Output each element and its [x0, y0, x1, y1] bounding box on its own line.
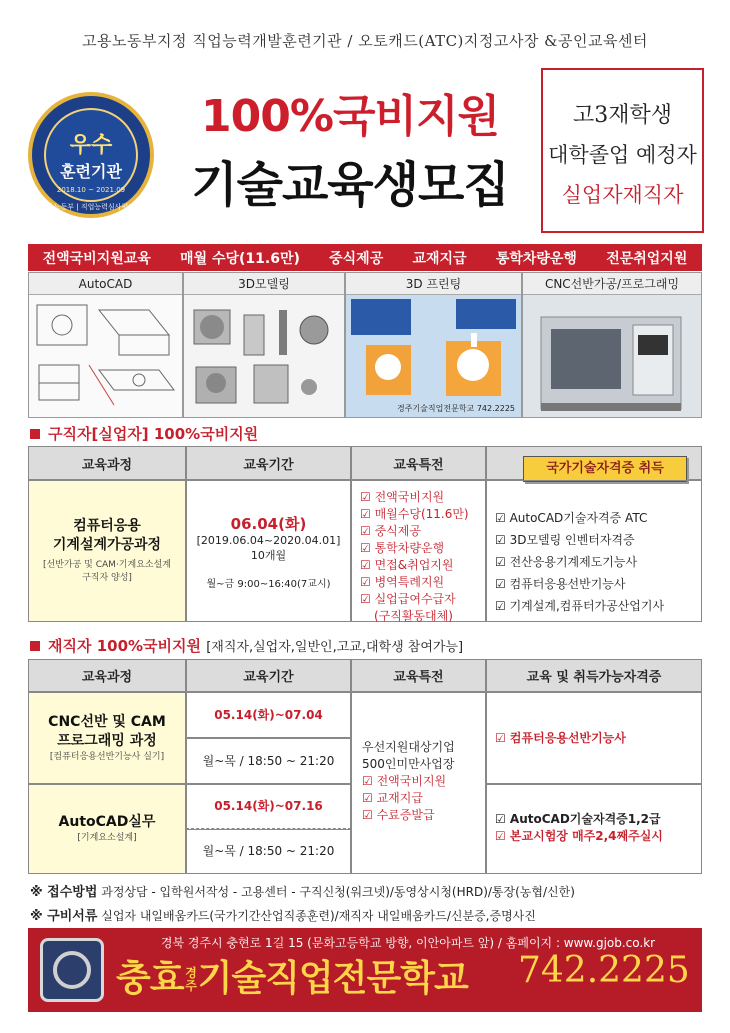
perk-item: ☑ 전액국비지원	[360, 490, 445, 504]
s2-course2-period: 05.14(화)~07.16	[186, 784, 351, 829]
s2-course2-sub: [기계요소설계]	[77, 833, 137, 843]
s1-period-cell	[186, 480, 351, 622]
image-caption: AutoCAD	[29, 273, 182, 295]
required-docs-text: 실업자 내일배움카드(국가기간산업직종훈련)/재직자 내일배움카드/신분증,증명사진	[101, 909, 536, 923]
perk-item: ☑ 전액국비지원	[362, 774, 447, 788]
badge-ring-text: 고용노동부 | 직업능력심사평가원	[40, 203, 142, 211]
top-line: 고용노동부지정 직업능력개발훈련기관 / 오토캐드(ATC)지정고사장 &공인교육센터	[82, 32, 648, 50]
benefit-item: 통학차량운행	[495, 250, 577, 267]
benefit-item: 중식제공	[329, 250, 384, 267]
badge-dates: 2018.10 ~ 2021.09	[56, 186, 126, 194]
s2-course1-name1: CNC선반 및 CAM	[48, 713, 166, 730]
target-line1: 고3재학생	[572, 103, 672, 128]
school-logo-icon	[40, 938, 104, 1002]
cert-item: ☑ 전산응용기계제도기능사	[495, 555, 638, 569]
perk-plain: 500인미만사업장	[362, 757, 455, 771]
headline-2: 기술교육생모집	[191, 157, 509, 213]
target-box	[541, 68, 704, 233]
perk-item: ☑ 면접&취업지원	[360, 558, 454, 572]
perk-plain: 우선지원대상기업	[362, 740, 455, 754]
footer-banner	[28, 928, 702, 1012]
s1-header-perks: 교육특전	[351, 446, 486, 480]
benefit-item: 매월 수당(11.6만)	[180, 250, 300, 267]
perk-item: ☑ 병역특례지원	[360, 575, 445, 589]
cert-item: ☑ 3D모델링 인벤터자격증	[495, 533, 635, 547]
s2-course1-period: 05.14(화)~07.04	[186, 692, 351, 738]
benefits-bar	[28, 244, 702, 271]
benefit-item: 전문취업지원	[606, 250, 688, 267]
school-name-b: 기술직업전문학교	[197, 958, 468, 999]
s2-course2-time: 월~목 / 18:50 ~ 21:20	[186, 829, 351, 874]
s2-course1-cell	[28, 692, 186, 784]
image-caption: 3D모델링	[184, 273, 344, 295]
perk-item: ☑ 매월수당(11.6만)	[360, 507, 469, 521]
award-badge	[28, 92, 154, 218]
printing-photo	[346, 295, 521, 417]
required-docs	[30, 905, 536, 924]
school-phone: 742.2225	[518, 950, 690, 991]
badge-line1: 우수	[69, 133, 113, 158]
s2-header-course: 교육과정	[28, 659, 186, 692]
square-bullet-icon	[30, 429, 40, 439]
s1-period-time: 월~금 9:00~16:40(7교시)	[206, 578, 331, 590]
perk-item: ☑ 실업급여수급자	[360, 592, 456, 606]
target-line3: 실업자재직자	[561, 183, 684, 207]
s1-period-range: [2019.06.04~2020.04.01]	[196, 533, 341, 547]
logo-ring-icon	[53, 951, 91, 989]
s2-course2-cell	[28, 784, 186, 874]
section1-heading	[30, 423, 258, 444]
printing-watermark: 경주기술직업전문학교 742.2225	[397, 404, 515, 413]
s1-certs-cell	[486, 480, 702, 622]
s1-period-start: 06.04(화)	[230, 514, 307, 533]
school-name-small1: 경	[185, 966, 196, 980]
section1-title: 구직자[실업자] 100%국비지원	[48, 425, 259, 443]
cert-badge: 국가기술자격증 취득	[523, 456, 687, 482]
perk-item: ☑ 교재지급	[362, 791, 423, 805]
image-3d-printing	[345, 272, 522, 418]
s2-header-perks: 교육특전	[351, 659, 486, 692]
s2-course1-time: 월~목 / 18:50 ~ 21:20	[186, 738, 351, 784]
image-autocad	[28, 272, 183, 418]
s1-perks-cell	[351, 480, 486, 622]
cert-item: ☑ 컴퓨터응용선반기능사	[495, 577, 626, 591]
cert-item: ☑ 본교시험장 매주2,4째주실시	[495, 829, 663, 843]
school-name	[116, 950, 468, 1001]
section2-title: 재직자 100%국비지원	[48, 637, 201, 655]
section2-subtitle: [재직자,실업자,일반인,고교,대학생 참여가능]	[206, 640, 464, 655]
apply-method-text: 과정상담 - 입학원서작성 - 고용센터 - 구직신청(워크넷)/동영상시청(HRD)/통장(농협/신한)	[101, 885, 575, 899]
benefit-item: 전액국비지원교육	[42, 250, 151, 267]
cert-item: ☑ 기계설계,컴퓨터가공산업기사	[495, 599, 665, 613]
image-caption: 3D 프린팅	[346, 273, 521, 295]
benefit-item: 교재지급	[412, 250, 467, 267]
cert-item: ☑ AutoCAD기술자격증 ATC	[495, 511, 648, 525]
s2-header-certs: 교육 및 취득가능자격증	[486, 659, 702, 692]
headline-1: 100%국비지원	[201, 91, 499, 142]
s1-header-course: 교육과정	[28, 446, 186, 480]
s1-course-cell	[28, 480, 186, 622]
s2-course1-name2: 프로그래밍 과정	[57, 732, 157, 749]
footer-address: 경북 경주시 충현로 1길 15 (문화고등학교 방향, 이안아파트 앞) / 홈페이지 : www.gjob.co.kr	[160, 936, 656, 950]
s1-course-sub2: 구직자 양성]	[82, 573, 132, 583]
section2-heading	[30, 635, 463, 656]
cnc-photo	[523, 295, 701, 417]
s1-header-period: 교육기간	[186, 446, 351, 480]
s1-course-name1: 컴퓨터응용	[73, 518, 141, 534]
image-cnc	[522, 272, 702, 418]
perk-item: ☑ 수료증발급	[362, 808, 435, 822]
s1-course-sub1: [선반가공 및 CAM·기계요소설계	[43, 560, 171, 570]
s2-course1-sub: [컴퓨터응용선반기능사 실기]	[49, 751, 165, 762]
perk-item: (구직활동대체)	[374, 609, 453, 623]
school-name-a: 충효	[116, 958, 184, 999]
s2-header-period: 교육기간	[186, 659, 351, 692]
badge-line2: 훈련기관	[60, 162, 122, 181]
target-line2: 대학졸업 예정자	[548, 143, 697, 167]
image-3d-modeling	[183, 272, 345, 418]
badge-inner	[44, 108, 138, 202]
s2-course2-certs	[486, 784, 702, 874]
s2-course1-cert: ☑ 컴퓨터응용선반기능사	[486, 692, 702, 784]
s1-course-name2: 기계설계가공과정	[52, 537, 162, 553]
image-row	[28, 272, 702, 418]
cert-item: ☑ AutoCAD기술자격증1,2급	[495, 812, 661, 826]
apply-method-label: ※ 접수방법	[30, 885, 98, 900]
image-caption: CNC선반가공/프로그래밍	[523, 273, 701, 295]
s2-perks-cell	[351, 692, 486, 874]
s2-course2-name: AutoCAD실무	[58, 814, 156, 830]
autocad-drawing	[29, 295, 182, 417]
required-docs-label: ※ 구비서류	[30, 909, 98, 924]
apply-method	[30, 881, 575, 900]
school-name-small	[184, 967, 198, 993]
modeling-render	[184, 295, 344, 417]
square-bullet-icon	[30, 641, 40, 651]
s1-period-months: 10개월	[250, 548, 287, 562]
perk-item: ☑ 통학차량운행	[360, 541, 445, 555]
perk-item: ☑ 중식제공	[360, 524, 421, 538]
school-name-small2: 주	[185, 979, 196, 993]
